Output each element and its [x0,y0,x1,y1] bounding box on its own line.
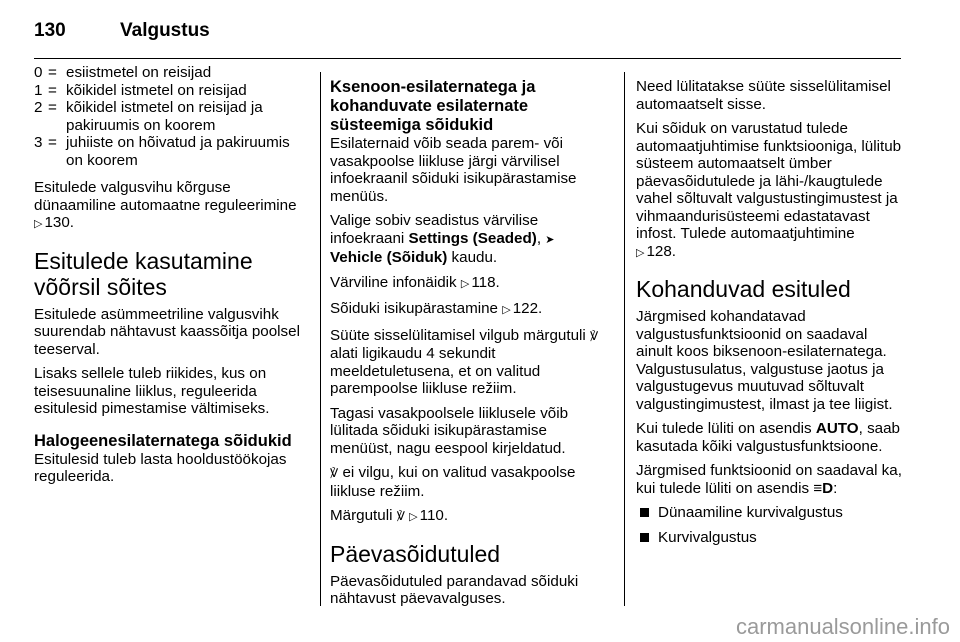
switch-lowbeam-text: Järgmised funktsioonid on saadaval ka, kui tulede lüliti on asendis ≡D: [636,462,902,497]
heading-afl: Kohanduvad esituled [636,276,851,302]
load-level-list [34,64,308,169]
bullet-icon [640,508,649,517]
page-reference-link[interactable]: ▷ 110. [409,507,448,524]
list-item: 1 = kõikidel istmetel on reisijad [34,81,247,99]
heading-foreign: Esitulede kasutamine võõrsil sõites [34,247,253,300]
list-item: 2 = kõikidel istmetel on reisijad ja pakiruumis on koorem [34,99,263,134]
paragraph: Tagasi vasakpoolsele liiklusele võib lülitada sõiduki isikupärastamise menüüst, nagu eespool kirjeldatud. [330,404,569,457]
page-reference-link[interactable]: ▷ 118. [461,274,500,291]
list-item: 0 = esiistmetel on reisijad [34,64,212,81]
column-divider-2 [624,72,625,606]
ignition-text: Süüte sisselülitamisel vilgub märgutuli ℣ alati ligikaudu 4 sekundit meeldetuletusena, et on valitud parempoolse liikluse režiim. [330,326,599,397]
reference-line: Sõiduki isikupärastamine ▷ 122. [330,300,608,320]
paragraph: Lisaks sellele tuleb riikides, kus on teisesuunaline liiklus, reguleerida esitulesid pimestamise vältimiseks. [34,365,270,417]
heading-xenon: Ksenoon-esilaternatega ja kohanduvate esilaternate süsteemiga sõidukid [330,78,536,134]
paragraph: Järgmised kohandatavad valgustusfunktsioonid on saadaval ainult koos biksenoon-esilaternatega. Valgustusulatus, valgustuse jaotus ja valgustugevus muutuvad sõltuvalt valgustingimustest, ilmast ja tee liigist. [636,308,893,413]
auto-label: AUTO [815,420,859,437]
bullet-icon [640,533,649,542]
heading-halogen: Halogeenesilaternatega sõidukid [34,431,292,450]
column-1 [34,64,308,493]
list-item: Kurvivalgustus [636,529,906,547]
paragraph: Need lülitatakse süüte sisselülitamisel automaatselt sisse. [636,78,891,113]
indicator-lamp-icon: ℣ [330,466,339,480]
list-item: 3 = juhiiste on hõivatud ja pakiruumis on koorem [34,134,290,169]
paragraph: Esitulede asümmeetriline valgusvihk suurendab nähtavust kaassõitja poolsel teeserval. [34,305,300,358]
reference-line: Värviline infonäidik ▷ 118. [330,274,608,294]
arrow-icon: ➤ [545,233,555,246]
column-3 [636,64,906,553]
indicator-lamp-icon: ℣ [396,509,405,523]
page-number: 130 [34,20,66,41]
list-item: Dünaamiline kurvivalgustus [636,504,906,522]
switch-auto-text: Kui tulede lüliti on asendis AUTO, saab kasutada kõiki valgustusfunktsioone. [636,420,900,455]
page-reference-link[interactable]: ▷ 122. [502,300,542,317]
indicator-lamp-icon: ℣ [590,328,599,343]
auto-light-text: Kui sõiduk on varustatud tulede automaatjuhtimise funktsiooniga, lülitub süsteem automaatselt ümber päevasõidutulede ja lähi-/kaugtulede vahel sõltuvalt valgustustingimustest ja vihmaandurisüsteemi edastatavast infost. Tulede automaatjuhtimine ▷ 128. [636,120,906,262]
page-reference-link[interactable]: ▷ 130. [34,214,74,231]
reference-line: Märgutuli ℣ ▷ 110. [330,507,608,527]
column-divider-1 [320,72,321,606]
heading-drl: Päevasõidutuled [330,540,501,567]
auto-leveling-text: Esitulede valgusvihu kõrguse dünaamiline automaatne reguleerimine ▷ 130. [34,179,308,234]
header-divider [34,58,901,59]
vehicle-menu-item: Vehicle (Sõiduk) [330,249,448,266]
paragraph: Päevasõidutuled parandavad sõiduki nähtavust päevavalguses. [330,572,579,607]
low-beam-icon: ≡D [813,479,834,497]
paragraph: Esitulesid tuleb lasta hooldustöökojas reguleerida. [34,450,287,485]
watermark: carmanualsonline.info [735,614,950,639]
page-reference-link[interactable]: ▷ 128. [636,243,676,260]
column-2 [330,64,608,615]
no-flash-text: ℣ ei vilgu, kui on valitud vasakpoolse liikluse režiim. [330,464,576,500]
paragraph: Esilaternaid võib seada parem- või vasakpoolse liikluse järgi värvilisel infoekraanil sõiduki isikupärastamise menüüs. [330,135,577,205]
page-title: Valgustus [120,20,210,41]
settings-menu-item: Settings (Seaded) [408,229,537,247]
settings-path-text: Valige sobiv seadistus värvilise infoekraani Settings (Seaded), ➤ Vehicle (Sõiduk) kaudu. [330,212,555,266]
